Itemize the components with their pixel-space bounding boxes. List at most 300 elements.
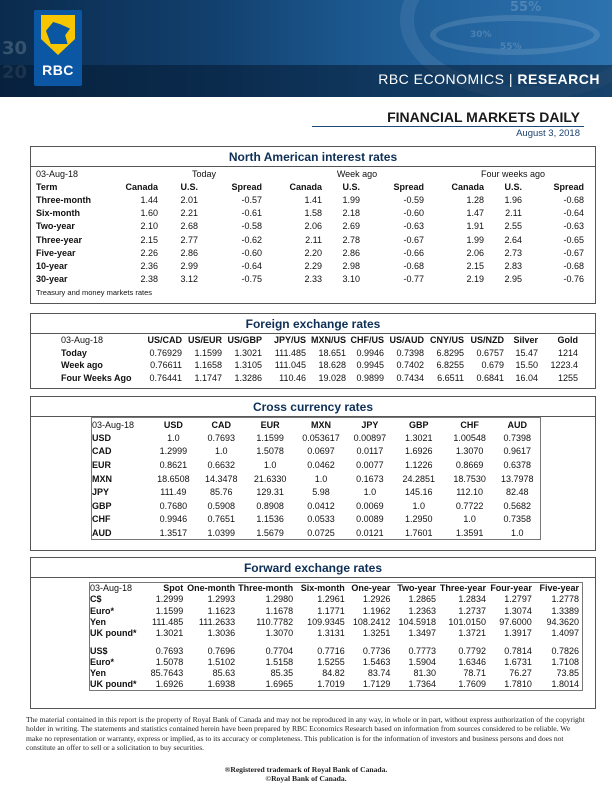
table-cell: 1.91	[466, 221, 484, 232]
table-cell: 1.7129	[362, 679, 391, 690]
table-date: 03-Aug-18	[36, 168, 79, 179]
table-cell: 2.77	[180, 234, 198, 245]
table-cell: 1.8014	[551, 679, 579, 690]
table-cell: 1.2999	[155, 594, 184, 605]
column-header: CAD	[211, 419, 231, 430]
table-cell: 0.0533	[307, 514, 335, 525]
table-cell: 1.5078	[256, 446, 284, 457]
table-cell: 0.9946	[356, 347, 384, 358]
row-label: Euro*	[90, 605, 115, 616]
row-label: GBP	[92, 500, 112, 511]
header-banner	[0, 0, 612, 97]
table-cell: 111.49	[160, 487, 187, 498]
table-cell: -0.77	[403, 274, 424, 285]
table-cell: 2.10	[140, 221, 158, 232]
rbc-logo	[34, 10, 82, 86]
table-cell: 18.7530	[453, 473, 486, 484]
table-cell: 1.6731	[504, 656, 532, 667]
table-cell: -0.59	[403, 194, 424, 205]
table-cell: 1214	[557, 347, 578, 358]
table-cell: 0.7651	[207, 514, 235, 525]
column-header: CHF	[460, 419, 479, 430]
table-cell: 1.5679	[256, 527, 284, 538]
table-cell: 1.0399	[207, 527, 235, 538]
table-cell: 2.98	[342, 260, 360, 271]
table-cell: 1.5078	[155, 656, 184, 667]
table-cell: 0.7696	[207, 645, 236, 656]
copyright-note: ©Royal Bank of Canada.	[265, 774, 347, 783]
table-cell: 14.3478	[204, 473, 238, 484]
table-cell: -0.68	[563, 194, 584, 205]
table-cell: 1.99	[342, 194, 360, 205]
row-label: 10-year	[36, 260, 68, 271]
table-cell: 1.7019	[317, 679, 345, 690]
column-header: US/NZD	[470, 335, 504, 346]
table-cell: 6.6511	[437, 372, 464, 383]
table-cell: 1.3070	[455, 446, 484, 457]
table-cell: 76.27	[509, 668, 532, 679]
table-row	[92, 526, 541, 540]
row-label: Two-year	[36, 221, 75, 232]
column-header: EUR	[260, 419, 280, 430]
table-cell: 1.3497	[408, 628, 437, 639]
table-cell: 1.0	[167, 432, 180, 443]
row-label: C$	[90, 594, 102, 605]
decorative-number: 55%	[510, 0, 542, 15]
table-cell: 0.7358	[503, 514, 532, 525]
row-label: AUD	[92, 527, 112, 538]
table-cell: 2.19	[466, 274, 484, 285]
column-header: JPY	[361, 419, 379, 430]
column-header: Two-year	[397, 583, 437, 594]
column-header: Canada	[451, 181, 484, 192]
table-cell: 16.04	[515, 372, 538, 383]
fx-rates-table	[61, 334, 581, 384]
table-cell: 1.3131	[317, 628, 345, 639]
table-cell: 2.38	[140, 274, 158, 285]
table-row	[36, 233, 588, 246]
table-cell: 1.0	[511, 527, 524, 538]
table-cell: 0.0725	[307, 527, 335, 538]
table-cell: 1.2363	[408, 605, 437, 616]
divider	[31, 577, 595, 578]
table-cell: 73.85	[556, 668, 579, 679]
table-cell: 2.11	[505, 208, 522, 219]
table-cell: 1.1771	[317, 605, 345, 616]
table-cell: 97.6000	[499, 617, 532, 628]
table-cell: 13.7978	[501, 473, 534, 484]
table-cell: 1.3074	[504, 605, 532, 616]
table-row	[90, 616, 583, 627]
table-cell: -0.67	[563, 247, 584, 258]
table-row	[90, 605, 583, 616]
table-cell: 1.99	[466, 234, 484, 245]
table-cell: -0.76	[563, 274, 584, 285]
table-cell: 110.46	[279, 372, 306, 383]
table-cell: 1.0	[363, 487, 377, 498]
column-header: 03-Aug-18	[92, 419, 135, 430]
row-label: Three-month	[36, 194, 91, 205]
table-cell: 1.3021	[155, 628, 184, 639]
disclaimer: The material contained in this report is the property of Royal Bank of Canada and may not be reproduced in any way, in whole or in part, without express authorization of the copyright holder in writing. The statements and statistics contained herein have been prepared by RBC Economics Research based on information from sources considered to be reliable. We make no representation or warranty, express or implied, as to its accuracy or completeness. This publication is for the information of investors and business persons and does not constitute an offer to sell or a solicitation to buy securities.	[26, 715, 585, 753]
table-cell: 1.6926	[155, 679, 184, 690]
column-header: U.S.	[180, 181, 198, 192]
column-header: Gold	[557, 335, 578, 346]
table-row	[90, 628, 583, 639]
table-cell: 0.76611	[150, 360, 182, 371]
table-cell: 1.1678	[265, 605, 294, 616]
table-cell: 1.60	[140, 208, 158, 219]
table-cell: 0.6841	[476, 372, 504, 383]
table-cell: 111.2633	[198, 617, 236, 628]
table-row	[36, 220, 588, 233]
table-cell: 18.628	[318, 360, 346, 371]
page-title: FINANCIAL MARKETS DAILY	[387, 109, 580, 125]
table-cell: 1.2961	[317, 594, 345, 605]
table-cell: 1.6346	[458, 656, 486, 667]
table-cell: 1.0	[412, 500, 426, 511]
table-cell: 2.83	[504, 260, 522, 271]
column-header: Silver	[513, 335, 538, 346]
row-label: Yen	[90, 668, 107, 679]
table-cell: 1.2926	[362, 594, 391, 605]
table-cell: 1.5904	[408, 656, 437, 667]
table-cell: 0.7704	[265, 645, 294, 656]
table-cell: 2.73	[504, 247, 522, 258]
table-cell: 1.1599	[155, 605, 184, 616]
column-header: US/GBP	[227, 335, 262, 346]
column-header: Five-year	[539, 583, 579, 594]
interest-rates-section	[30, 146, 596, 304]
decorative-number: 30%	[470, 30, 492, 40]
table-cell: 1.5255	[317, 656, 345, 667]
group-label: Week ago	[336, 168, 378, 179]
table-cell: 2.06	[466, 247, 484, 258]
table-cell: 2.18	[342, 208, 360, 219]
table-cell: 0.7398	[396, 347, 424, 358]
table-cell: 0.7716	[317, 645, 345, 656]
table-cell: 1.44	[140, 194, 158, 205]
table-cell: 2.21	[180, 208, 198, 219]
table-cell: 2.01	[180, 194, 198, 205]
table-cell: 109.9345	[307, 617, 345, 628]
row-label: US$	[90, 645, 108, 656]
table-cell: 1.5463	[362, 656, 391, 667]
column-header: Spread	[231, 181, 262, 192]
table-cell: 0.7814	[504, 645, 532, 656]
table-cell: 3.12	[180, 274, 198, 285]
table-row	[92, 485, 541, 499]
forward-rates-table	[89, 582, 583, 691]
table-cell: 0.9946	[159, 514, 188, 525]
column-header: Four-year	[490, 583, 532, 594]
table-row	[90, 668, 583, 679]
column-header: AUD	[507, 419, 528, 430]
table-cell: 0.6757	[476, 347, 504, 358]
table-row	[92, 431, 541, 445]
table-row	[90, 594, 583, 605]
table-cell: 2.55	[504, 221, 522, 232]
table-cell: 1.1658	[194, 360, 222, 371]
table-cell: 2.86	[180, 247, 198, 258]
table-cell: 1.2737	[458, 605, 486, 616]
table-cell: -0.60	[241, 247, 262, 258]
column-header: Canada	[125, 181, 158, 192]
table-cell: 0.0697	[307, 446, 335, 457]
logo-text: RBC	[42, 62, 74, 78]
table-row	[90, 679, 583, 690]
table-cell: 0.053617	[302, 432, 340, 443]
row-label: UK pound*	[90, 628, 137, 639]
table-cell: 21.6330	[253, 473, 287, 484]
trademark-note: ®Registered trademark of Royal Bank of Canada.	[224, 765, 388, 774]
table-cell: 1.0	[263, 460, 277, 471]
row-label: UK pound*	[90, 679, 137, 690]
table-cell: 1.3070	[265, 628, 294, 639]
table-row	[92, 513, 541, 527]
table-cell: 1.3036	[207, 628, 236, 639]
column-header: Three-month	[238, 583, 294, 594]
table-row	[36, 259, 588, 272]
table-cell: 1.3105	[234, 360, 262, 371]
table-cell: 1.2993	[207, 594, 236, 605]
table-cell: 1.0	[314, 473, 328, 484]
column-header-row	[61, 334, 581, 347]
table-cell: 1.1599	[194, 347, 222, 358]
column-header: US/EUR	[187, 335, 222, 346]
table-cell: 2.26	[140, 247, 158, 258]
table-cell: 1.7810	[504, 679, 532, 690]
table-cell: -0.60	[403, 208, 424, 219]
table-cell: 1.7108	[551, 656, 579, 667]
table-cell: -0.61	[241, 208, 262, 219]
column-header: 03-Aug-18	[90, 583, 133, 594]
table-cell: 1.3389	[551, 605, 579, 616]
section-title: Forward exchange rates	[243, 561, 383, 575]
cross-rates-section	[30, 396, 596, 551]
table-cell: 1.1599	[256, 432, 284, 443]
table-cell: 1.58	[304, 208, 322, 219]
table-cell: -0.64	[241, 260, 262, 271]
table-cell: 83.74	[367, 668, 391, 679]
table-cell: -0.58	[241, 221, 262, 232]
table-cell: 108.2412	[352, 617, 391, 628]
table-cell: 85.35	[270, 668, 294, 679]
table-cell: 19.028	[318, 372, 346, 383]
table-cell: 104.5918	[398, 617, 437, 628]
table-note: Treasury and money markets rates	[36, 287, 153, 297]
table-cell: 0.7434	[396, 372, 424, 383]
table-cell: 1223.4	[550, 360, 578, 371]
column-header: JPY/US	[273, 335, 306, 346]
table-cell: 0.7398	[503, 432, 532, 443]
table-cell: 15.50	[515, 360, 538, 371]
table-cell: 1.00548	[453, 432, 486, 443]
table-cell: 2.69	[342, 221, 360, 232]
row-label: Week ago	[61, 360, 103, 371]
table-cell: 0.9945	[356, 360, 384, 371]
row-label: CHF	[92, 514, 111, 525]
table-row	[61, 372, 581, 385]
table-cell: 1.6965	[265, 679, 294, 690]
table-cell: 0.0069	[356, 500, 384, 511]
row-label: Euro*	[90, 656, 115, 667]
table-cell: 1.2834	[458, 594, 486, 605]
table-cell: 0.6632	[207, 460, 235, 471]
table-cell: 1.7364	[408, 679, 437, 690]
table-cell: 0.9617	[503, 446, 532, 457]
table-cell: 129.31	[256, 487, 284, 498]
table-cell: 0.7826	[551, 645, 579, 656]
table-cell: 2.20	[304, 247, 322, 258]
table-cell: 0.7722	[455, 500, 484, 511]
table-cell: 1.3286	[234, 372, 262, 383]
table-cell: 1.2950	[404, 514, 433, 525]
table-cell: 84.82	[322, 668, 345, 679]
table-cell: 110.7782	[256, 617, 294, 628]
table-cell: 1.28	[466, 194, 484, 205]
row-label: Four Weeks Ago	[61, 372, 132, 383]
table-cell: 1.2778	[551, 594, 579, 605]
table-row	[90, 656, 583, 667]
table-cell: 85.63	[212, 668, 236, 679]
table-cell: -0.63	[563, 221, 584, 232]
table-cell: 0.00897	[353, 432, 387, 443]
row-label: CAD	[92, 446, 112, 457]
table-cell: -0.66	[403, 247, 424, 258]
table-cell: 1.1747	[194, 372, 222, 383]
column-header: CNY/US	[429, 335, 464, 346]
table-cell: 1.3021	[404, 432, 433, 443]
table-cell: 82.48	[506, 487, 529, 498]
table-cell: 1255	[557, 372, 578, 383]
decorative-number: 30	[2, 38, 28, 59]
table-cell: -0.63	[403, 221, 424, 232]
table-cell: 85.7643	[150, 668, 184, 679]
table-cell: 1.2999	[159, 446, 188, 457]
row-label: USD	[92, 432, 112, 443]
table-cell: 0.9899	[356, 372, 384, 383]
table-cell: 1.0	[214, 446, 228, 457]
table-row	[92, 458, 541, 472]
table-cell: 0.0462	[307, 460, 335, 471]
column-header: One-year	[351, 583, 391, 594]
table-cell: 111.485	[152, 617, 184, 628]
table-cell: 18.651	[318, 347, 346, 358]
brand-right: RESEARCH	[517, 71, 600, 87]
table-cell: -0.64	[563, 208, 584, 219]
table-cell: 0.1673	[356, 473, 384, 484]
interest-rates-table	[36, 167, 588, 299]
column-header: One-month	[187, 583, 236, 594]
table-cell: 2.15	[140, 234, 158, 245]
table-cell: 1.3917	[504, 628, 532, 639]
fx-rates-section	[30, 313, 596, 389]
table-cell: 0.5682	[503, 500, 532, 511]
table-cell: 5.98	[312, 487, 330, 498]
table-cell: 2.06	[304, 221, 322, 232]
section-title: Cross currency rates	[252, 400, 374, 414]
column-header: U.S.	[342, 181, 360, 192]
column-header: Six-month	[300, 583, 345, 594]
table-cell: 1.3021	[234, 347, 262, 358]
table-cell: 1.6938	[207, 679, 236, 690]
row-label: Three-year	[36, 234, 83, 245]
table-cell: 0.76929	[149, 347, 182, 358]
table-cell: 0.76441	[149, 372, 182, 383]
table-cell: 1.5158	[265, 656, 294, 667]
row-label: MXN	[92, 473, 112, 484]
section-title: North American interest rates	[228, 150, 398, 164]
table-cell: 1.7601	[404, 527, 433, 538]
column-header: US/AUD	[389, 335, 424, 346]
column-header: MXN	[310, 419, 331, 430]
table-cell: 1.3591	[455, 527, 484, 538]
row-label: EUR	[92, 460, 112, 471]
column-header: Spread	[393, 181, 424, 192]
table-cell: 0.8621	[159, 460, 188, 471]
group-header-row	[36, 167, 588, 180]
table-cell: 2.86	[342, 247, 360, 258]
table-cell: 0.7792	[458, 645, 486, 656]
table-cell: 0.7680	[159, 500, 188, 511]
table-cell: 0.7693	[155, 645, 184, 656]
table-cell: 2.11	[305, 234, 322, 245]
table-cell: 2.64	[504, 234, 522, 245]
table-cell: 15.47	[515, 347, 538, 358]
brand-separator: |	[504, 71, 518, 87]
table-row	[92, 472, 541, 486]
table-cell: 85.76	[209, 487, 233, 498]
table-cell: 1.1962	[362, 605, 391, 616]
row-label: Yen	[90, 617, 107, 628]
table-cell: 0.5908	[207, 500, 235, 511]
table-cell: 81.30	[413, 668, 437, 679]
table-cell: 1.5102	[207, 656, 236, 667]
table-cell: 0.0117	[356, 446, 384, 457]
table-cell: 2.33	[304, 274, 322, 285]
table-cell: 0.0412	[307, 500, 335, 511]
table-cell: 1.41	[304, 194, 322, 205]
column-header: Spread	[553, 181, 584, 192]
table-cell: 0.6378	[503, 460, 532, 471]
table-cell: 18.6508	[157, 473, 190, 484]
table-cell: 0.7773	[408, 645, 437, 656]
table-cell: 78.71	[463, 668, 486, 679]
table-cell: 2.36	[140, 260, 158, 271]
column-header: U.S.	[504, 181, 522, 192]
column-header-row	[90, 583, 583, 594]
table-cell: 1.0	[463, 514, 476, 525]
table-cell: 0.7736	[362, 645, 391, 656]
column-header: US/CAD	[147, 335, 182, 346]
column-header: Canada	[289, 181, 322, 192]
table-cell: -0.68	[563, 260, 584, 271]
decorative-number: 55%	[500, 42, 522, 52]
table-cell: 24.2851	[402, 473, 436, 484]
table-cell: 1.7609	[458, 679, 486, 690]
table-cell: 6.8295	[436, 347, 464, 358]
row-label: Five-year	[36, 247, 76, 258]
table-row	[36, 193, 588, 206]
table-row	[92, 445, 541, 459]
table-cell: 1.47	[466, 208, 484, 219]
table-cell: 1.1226	[404, 460, 433, 471]
table-cell: 111.485	[274, 347, 306, 358]
table-cell: 101.0150	[448, 617, 486, 628]
table-cell: 6.8255	[436, 360, 464, 371]
column-header: MXN/US	[310, 335, 346, 346]
